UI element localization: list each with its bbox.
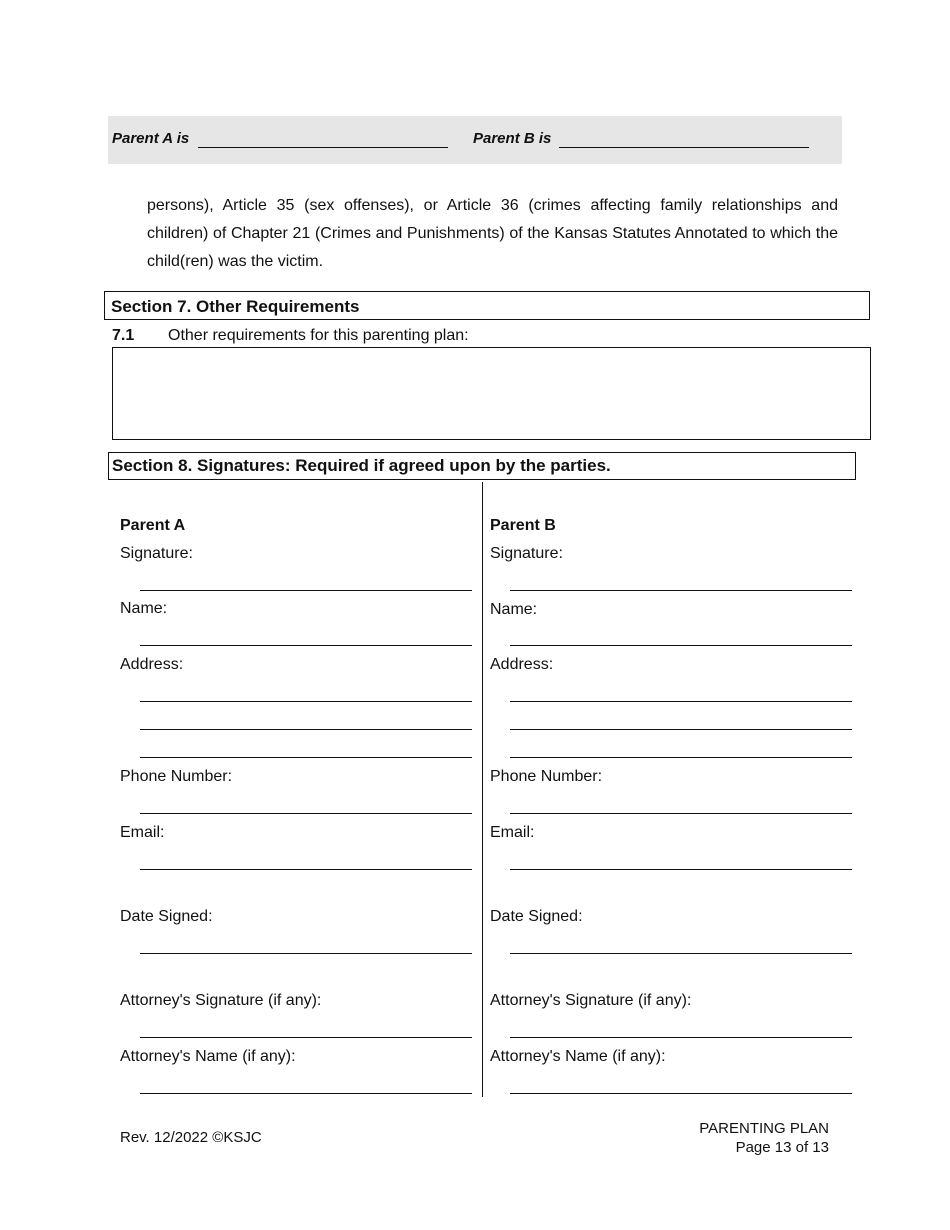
parent-a-attorney-signature-label: Attorney's Signature (if any): <box>120 992 322 1009</box>
parent-b-header-field <box>473 130 551 147</box>
parent-b-header-label: Parent B is <box>473 130 552 147</box>
parent-b-name-label: Name: <box>490 601 538 618</box>
parent-a-signature-label: Signature: <box>120 545 193 562</box>
parent-b-name-line[interactable] <box>559 147 809 148</box>
parent-a-name-label: Name: <box>120 600 168 617</box>
parent-a-address-line-1[interactable] <box>140 701 472 702</box>
parent-a-email-label: Email: <box>120 824 165 841</box>
footer-form-title: PARENTING PLAN <box>699 1120 829 1137</box>
continuation-paragraph: persons), Article 35 (sex offenses), or Article 36 (crimes affecting family relationships and children) of Chapter 21 (Crimes and Punishments) of the Kansas Statutes Annotated to which the child(ren) was the victim. <box>147 197 838 270</box>
parent-a-phone-label: Phone Number: <box>120 768 233 785</box>
parent-b-signature-line[interactable] <box>510 590 852 591</box>
parent-b-address-line-2[interactable] <box>510 729 852 730</box>
item-7-1-label: Other requirements for this parenting plan: <box>168 327 469 344</box>
parent-a-date-line[interactable] <box>140 953 472 954</box>
parent-a-attorney-signature-line[interactable] <box>140 1037 472 1038</box>
other-requirements-textbox[interactable] <box>112 347 871 440</box>
parent-b-signature-label: Signature: <box>490 545 563 562</box>
parent-a-attorney-name-line[interactable] <box>140 1093 472 1094</box>
parent-a-attorney-name-label: Attorney's Name (if any): <box>120 1048 296 1065</box>
parent-b-address-line-1[interactable] <box>510 701 852 702</box>
parent-b-attorney-signature-line[interactable] <box>510 1037 852 1038</box>
parent-a-phone-line[interactable] <box>140 813 472 814</box>
parent-b-email-label: Email: <box>490 824 535 841</box>
section-8-heading: Section 8. Signatures: Required if agreed upon by the parties. <box>108 452 856 480</box>
footer-form-info <box>699 1119 829 1157</box>
parent-b-date-line[interactable] <box>510 953 852 954</box>
parent-a-header-label: Parent A is <box>112 130 190 147</box>
item-7-1-number: 7.1 <box>112 327 135 344</box>
parent-b-name-line[interactable] <box>510 645 852 646</box>
parent-b-attorney-signature-label: Attorney's Signature (if any): <box>490 992 692 1009</box>
parent-a-header-field <box>112 130 189 147</box>
parent-a-signature-line[interactable] <box>140 590 472 591</box>
parent-a-heading: Parent A <box>120 517 186 534</box>
parent-b-email-line[interactable] <box>510 869 852 870</box>
parent-a-email-line[interactable] <box>140 869 472 870</box>
parent-a-address-line-2[interactable] <box>140 729 472 730</box>
parent-b-attorney-name-line[interactable] <box>510 1093 852 1094</box>
parent-a-name-line[interactable] <box>198 147 448 148</box>
footer-revision: Rev. 12/2022 ©KSJC <box>120 1129 262 1146</box>
footer-page-number: Page 13 of 13 <box>735 1139 829 1156</box>
parent-a-date-label: Date Signed: <box>120 908 213 925</box>
parent-b-heading: Parent B <box>490 517 556 534</box>
parent-a-address-label: Address: <box>120 656 184 673</box>
parent-b-attorney-name-label: Attorney's Name (if any): <box>490 1048 666 1065</box>
parent-a-address-line-3[interactable] <box>140 757 472 758</box>
column-divider <box>482 482 483 1097</box>
parent-b-phone-line[interactable] <box>510 813 852 814</box>
parent-b-date-label: Date Signed: <box>490 908 583 925</box>
parent-a-name-line[interactable] <box>140 645 472 646</box>
parent-b-address-label: Address: <box>490 656 554 673</box>
section-7-heading: Section 7. Other Requirements <box>104 291 870 320</box>
parent-b-address-line-3[interactable] <box>510 757 852 758</box>
parent-b-phone-label: Phone Number: <box>490 768 603 785</box>
